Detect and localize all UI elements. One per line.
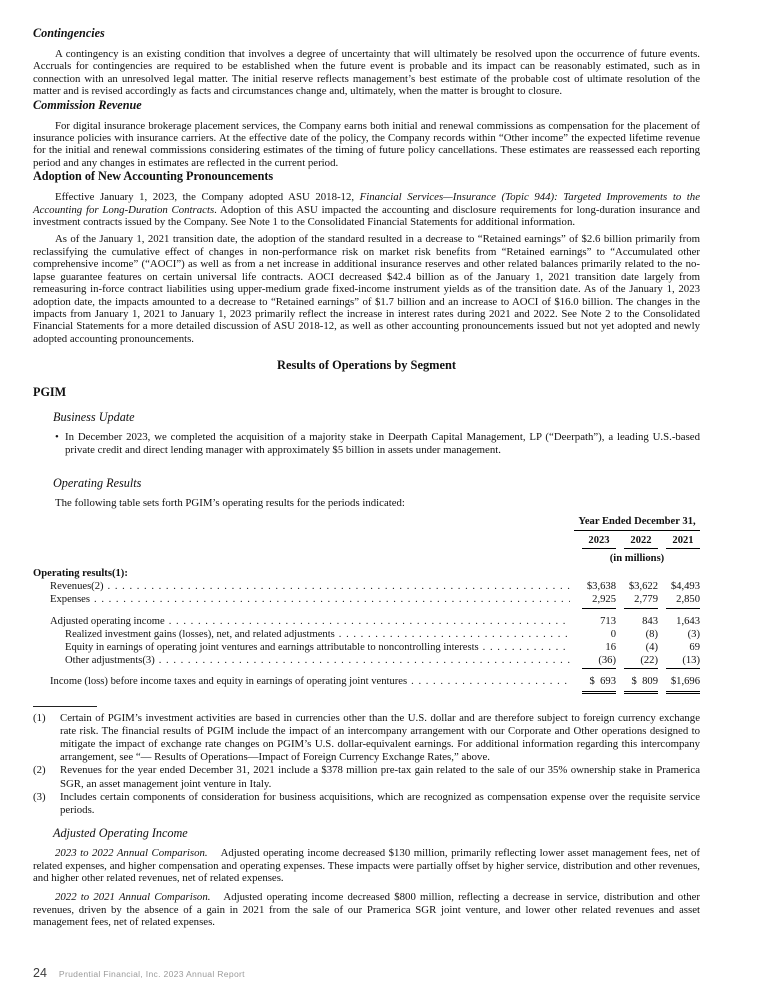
row-value: 16 <box>605 641 616 653</box>
table-units-row <box>33 552 700 565</box>
dot-leader <box>159 654 570 667</box>
dot-leader <box>94 593 570 606</box>
commission-revenue-heading: Commission Revenue <box>33 97 142 112</box>
adoption-heading: Adoption of New Accounting Pronouncements <box>33 169 274 184</box>
row-value: 2,925 <box>582 593 616 608</box>
footnote-3 <box>33 791 700 817</box>
adoption-p1-title: Financial Services—Insurance (Topic 944): Targeted Improvements to the Accounting for Long-Duration Contracts <box>33 191 700 216</box>
pgim-segment-heading: PGIM <box>33 385 67 400</box>
year-column-2022: 2022 <box>624 534 658 549</box>
footnote-text: Revenues for the year ended December 31, 2021 include a $378 million pre-tax gain related to the sale of our 35% ownership stake in Pramerica SGR, an asset management joint venture in Italy. <box>60 764 700 790</box>
table-row <box>33 628 700 641</box>
table-row <box>33 615 700 628</box>
row-value: 843 <box>642 615 658 627</box>
row-value: (4) <box>645 641 658 653</box>
footnote-2 <box>33 764 700 790</box>
year-column-2021: 2021 <box>666 534 700 549</box>
row-value: $1,696 <box>666 675 700 693</box>
table-row <box>33 675 700 693</box>
row-label: Revenues(2) <box>50 581 104 593</box>
row-value: $4,493 <box>670 581 700 593</box>
adoption-paragraph-1 <box>33 191 700 228</box>
contingencies-heading: Contingencies <box>33 26 105 40</box>
footnote-marker: (2) <box>33 764 46 777</box>
row-value: (36) <box>582 654 616 669</box>
commission-revenue-paragraph: For digital insurance brokerage placement services, the Company earns both initial and renewal commissions as compensation for the placement of insurance policies with insurance carriers. At the effective date of the policy, the Company records within “Other income” the expected lifetime revenue for the initial and renewal commissions considering estimates of the timing of future policy cancellations. These estimates are reassessed each reporting period and any changes in estimates are reflected in the current period. <box>33 119 700 169</box>
group-label: Operating results(1): <box>33 567 128 579</box>
adjusted-operating-income-heading: Adjusted Operating Income <box>53 826 188 841</box>
comparison-2023-2022 <box>33 847 700 884</box>
year-column-2023: 2023 <box>582 534 616 549</box>
comparison-lead: 2023 to 2022 Annual Comparison. <box>55 847 208 860</box>
row-value: (22) <box>624 654 658 669</box>
footnote-marker: (3) <box>33 790 46 803</box>
row-value: 713 <box>600 615 616 627</box>
row-label: Income (loss) before income taxes and equity in earnings of operating joint ventures <box>50 676 408 688</box>
table-row <box>33 593 700 608</box>
dot-leader <box>108 580 570 593</box>
footnote-separator <box>33 706 97 707</box>
adoption-p1-post: . Adoption of this ASU impacted the accounting and disclosure requirements for long-duration insurance and investment contracts issued by the Company. See Note 1 to the Consolidated Financial Statements for additional information. <box>33 203 700 229</box>
table-group-label-row <box>33 567 700 580</box>
row-value: $ 693 <box>582 675 616 693</box>
row-label: Equity in earnings of operating joint ventures and earnings attributable to noncontrolling interests <box>65 641 479 653</box>
operating-results-table <box>33 515 700 693</box>
row-label: Realized investment gains (losses), net, and related adjustments <box>65 628 335 640</box>
table-period-header-row <box>33 515 700 530</box>
comparison-lead: 2022 to 2021 Annual Comparison. <box>55 891 211 904</box>
row-label: Other adjustments(3) <box>65 655 155 667</box>
row-value: $3,622 <box>628 581 658 593</box>
row-value: (3) <box>687 628 700 640</box>
comparison-body: Adjusted operating income decreased $800 million, reflecting a decrease in service, distribution and other revenues, driven by the absence of a gain in 2021 from the sale of our Pramerica SGR joint venture, and lower other related revenues and asset management fees, net of related expenses. <box>33 891 700 929</box>
footnote-text: Includes certain components of consideration for business acquisitions, which are recognized as compensation expense over the requisite service periods. <box>60 790 700 816</box>
contingencies-paragraph: A contingency is an existing condition that involves a degree of uncertainty that will ultimately be resolved upon the occurrence of future events. Accruals for contingencies are required to be established when the future event is probable and its impact can be reasonably estimated, such as in connection with an unresolved legal matter. The initial reserve reflects management’s best estimate of the probable cost of ultimate resolution of the matter and is revised accordingly as facts and circumstances change and, ultimately, when the matter is brought to closure. <box>33 48 700 98</box>
row-label: Expenses <box>50 594 91 606</box>
row-value: 2,779 <box>624 593 658 608</box>
business-update-heading: Business Update <box>53 410 135 425</box>
report-title: Prudential Financial, Inc. 2023 Annual Report <box>58 968 245 979</box>
comparison-2022-2021 <box>33 891 700 928</box>
period-header: Year Ended December 31, <box>574 515 700 530</box>
page-number: 24 <box>33 965 47 980</box>
dot-leader <box>483 641 570 654</box>
footnote-1 <box>33 712 700 765</box>
bullet-text: In December 2023, we completed the acquisition of a majority stake in Deerpath Capital Management, LP (“Deerpath”), a leading U.S.-based private credit and direct lending manager with approximately $5 billion in assets under management. <box>65 431 700 456</box>
dot-leader <box>411 675 570 688</box>
results-of-operations-heading: Results of Operations by Segment <box>277 358 456 373</box>
row-label: Adjusted operating income <box>50 615 165 627</box>
table-row <box>33 641 700 654</box>
business-update-bullet <box>55 431 700 456</box>
footnote-text: Certain of PGIM’s investment activities are based in currencies other than the U.S. dollar and are therefore subject to foreign currency exchange rate risk. The financial results of PGIM include the impact of an intercompany arrangement with our Corporate and Other operations designed to mitigate the impact of exchange rate changes on PGIM’s U.S. dollar-equivalent earnings. For additional information regarding this intercompany arrangement, see “— Results of Operations—Impact of Foreign Currency Exchange Rates,” above. <box>60 711 700 764</box>
row-value: 2,850 <box>666 593 700 608</box>
row-value: (8) <box>645 628 658 640</box>
row-value: $ 809 <box>624 675 658 693</box>
table-intro: The following table sets forth PGIM’s operating results for the periods indicated: <box>55 496 405 509</box>
adoption-p1-pre: Effective January 1, 2023, the Company adopted ASU 2018-12, <box>55 191 360 204</box>
adoption-paragraph-2: As of the January 1, 2021 transition date, the adoption of the standard resulted in a decrease to “Retained earnings” of $2.6 billion primarily from reclassifying the cumulative effect of changes in non-performance risk on market risk benefits from “Retained earnings” to “Accumulated other comprehensive income” (“AOCI”) as well as from a net increase in additional insurance reserves and other related balances primarily related to the no-lapse guarantee features on certain universal life contracts. AOCI decreased $42.4 billion as of the January 1, 2021 transition date largely from remeasuring in-force contract liabilities using upper-medium grade fixed-income instrument yields as of the transition date. As of the January 1, 2023 adoption date, the impacts amounted to a decrease to “Retained earnings” of $1.7 billion and an increase to AOCI of $16.0 billion. The changes in the impacts from January 1, 2021 to January 1, 2023 primarily reflect the increase in interest rates during 2021 and 2022. See Note 2 to the Consolidated Financial Statements for a more detailed discussion of ASU 2018-12, as well as other accounting pronouncements issued but not yet adopted and newly adopted accounting pronouncements. <box>33 233 700 345</box>
dot-leader <box>169 615 570 628</box>
table-years-row <box>33 534 700 549</box>
row-value: 0 <box>610 628 616 640</box>
dot-leader <box>339 628 570 641</box>
table-row <box>33 654 700 669</box>
row-value: 1,643 <box>676 615 700 627</box>
footnote-marker: (1) <box>33 711 46 724</box>
table-row <box>33 580 700 593</box>
operating-results-heading: Operating Results <box>53 475 142 490</box>
row-value: $3,638 <box>586 581 616 593</box>
comparison-body: Adjusted operating income decreased $130 million, primarily reflecting lower asset management fees, net of related expenses, and higher compensation and operating expenses. These impacts were partially offset by higher service, distribution and other revenues, and higher other related revenues, net of related expenses. <box>33 847 700 885</box>
row-value: 69 <box>689 641 700 653</box>
page-footer <box>33 967 245 980</box>
row-value: (13) <box>666 654 700 669</box>
bullet-icon: • <box>55 431 59 444</box>
units-label: (in millions) <box>609 552 665 564</box>
